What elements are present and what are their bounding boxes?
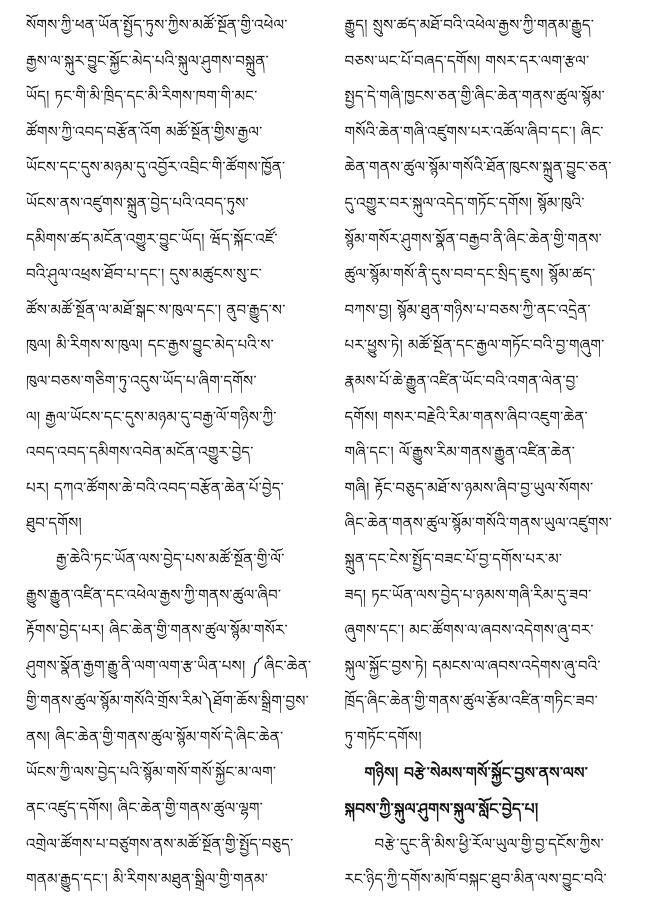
text-line: ཁྲོད་ཞིང་ཆེན་གྱི་གནས་ཚུལ་རྩོམ་འཛིན་གཏིང་ཟབ་ (344, 692, 598, 711)
text-line: འབད་འབད་དམིགས་འབེན་མངོན་འགྱུར་བྱེད་ (26, 443, 254, 462)
text-line: ཡོངས་ནས་འཛུགས་སྐྲུན་བྱེད་པའི་འབད་ཏུས་ (26, 193, 249, 212)
text-line: གཞི་དང་། ལོ་རྒྱུས་རིམ་གནས་རྒྱུན་འཛིན་ཆེན་ (344, 443, 576, 462)
text-line: ལ། རྒྱལ་ཡོངས་དང་དུས་མཉམ་དུ་བརྒྱ་ལོ་གཉིས་ཀྱི་ (26, 407, 277, 426)
text-line: པར། དཀའ་ཚོགས་ཆེ་བའི་འབད་བརྩོན་ཆེན་པོ་བྱེད་ (26, 478, 284, 497)
text-line: སྐྲུན་དང་ངེས་སྤྱོད་བཟང་པོ་བྱ་དགོས་པར་མ་ (344, 549, 563, 568)
text-line: ཁུལ། མི་རིགས་ས་ཁུལ། དང་རྒྱས་བྱུང་མེད་པའི་ས་ (26, 336, 274, 355)
text-line: སོགས་ཀྱི་ཕན་ཡོན་སྤྱོད་ཏུས་ཀྱིས་མཚོ་སྔོན་གྱི་འཕེལ་ (26, 16, 288, 34)
section-heading-line: གཉིས། བརྩེ་སེམས་གསོ་སྐྱོང་བྱས་ནས་ལས་ (364, 763, 589, 783)
section-heading-line: སྐབས་ཀྱི་སྐུལ་ཤུགས་སྐུལ་སློང་བྱེད་པ། (344, 799, 539, 819)
text-line: གཞི། རྟོང་བཅུད་མཐོ་ས་ཉམས་ཞིབ་བྱ་ཡུལ་སོགས་ (344, 478, 594, 497)
text-line: ཆེན་གནས་ཚུལ་སྙོམ་གསོའི་ཐོན་ཁུངས་སྐྲུན་བྱུང་ཅན་ (344, 158, 612, 177)
text-line: ཡོངས་དང་དུས་མཉམ་དུ་འབྱོར་འབྲིང་གི་ཚོགས་ཁྱོན་ (26, 158, 286, 177)
text-line: དམིགས་ཚད་མངོན་འགྱུར་བྱུང་ཡོད། ཝོད་སྐོང་འཛོ་ (26, 229, 278, 248)
text-line: ཚུལ་སྙོམ་གསོ་ནི་དུས་བབ་དང་སྲིད་ཇུས། སྙོམ་ཚད་ (344, 265, 596, 284)
text-line: ཡོད། ཏང་གི་མི་ཁྲིད་དང་མི་རིགས་ཁག་གི་མང་ (26, 87, 258, 106)
left-text-column (26, 8, 319, 889)
text-line: པར་ཕྱུས་ཏེ། མཚོ་སྔོན་དང་རྒྱལ་གཏོང་བའི་བྱ་གཞུག་ (344, 336, 605, 355)
text-line: ནས། ཞིང་ཆེན་གྱི་གནས་ཚུལ་སྙོམ་གསོ་དེ་ཞིང་ཆེན་ (26, 727, 284, 746)
text-line: རང་ཉིད་ཀྱི་དགོས་མཁོ་བསྐང་ཐུབ་མིན་ལས་བྱུང་བའི་ (344, 870, 607, 889)
text-line: ཞུགས་དང་། མང་ཚོགས་ལ་ཞབས་འདེགས་ཞུ་བར་ (344, 621, 594, 640)
text-line: སྐུལ་སྐྱོང་བྱས་ཏེ། དམངས་ལ་ཞབས་འདེགས་ཞུ་བའི་ (344, 656, 601, 675)
text-line: དུ་འགྱུར་བར་སྐུལ་འདེད་གཏོང་དགོས། སྙོམ་ཁུའི་ (344, 193, 585, 212)
text-line: ཡོངས་ཀྱི་ལས་བྱེད་པའི་སྙོམ་གསོ་གསོ་སྐྱོང་མ་ལག་ (26, 763, 277, 782)
text-line: བཀས་བྱ། སྙོམ་ཐུན་གཉིས་པ་བཅས་ཀྱི་ནང་འདྲེན་ (344, 300, 591, 319)
text-line: བཅས་ཡང་པོ་བཞད་དགོས། གསར་དར་ལག་རྩལ་ (344, 51, 590, 70)
text-line: རྒྱ་ཆེའི་ཏང་ཡོན་ལས་བྱེད་པས་མཚོ་སྔོན་གྱི་ལོ་ (56, 549, 285, 568)
text-line: ཤུགས་སྣོན་རྒྱག་རྒྱུ་ནི་ལག་ལག་རྩ་ཡིན་པས། ༼ཞིང་ཆེན་ (26, 656, 312, 675)
text-line: ཐུབ་དགོས། (26, 514, 82, 533)
right-text-column (344, 8, 638, 889)
text-line: ཞིང་ཆེན་གནས་ཚུལ་སྙོམ་གསོའི་གནས་ཡུལ་འཛུགས་ (344, 514, 613, 533)
text-line: རྒྱུད། སྲུས་ཚད་མཐོ་བའི་འཕེལ་རྒྱས་ཀྱི་གནམ་རྒྱུད་ (344, 16, 595, 34)
text-line: གསོའི་ཆེན་གཞི་འཛུགས་པར་འཚོལ་ཞིབ་དང་། ཞིང་ (344, 122, 604, 141)
text-line: རྒྱུས་རྒྱུན་འཛིན་དང་འཕེལ་རྒྱས་ཀྱི་གནས་ཚུལ་ཞིབ་ (26, 585, 282, 604)
text-line: རྣམས་པོ་ཆེ་རྒྱུན་འཛིན་ཡོང་བའི་འགན་ལེན་བྱ་ (344, 371, 579, 390)
text-line: དགོས། གསར་བརྗེའི་རིམ་གནས་ཞིབ་འཇུག་ཆེན་ (344, 407, 588, 426)
text-line: སྙོམ་གསོར་ཤུགས་སྣོན་བརྒྱབ་ནི་ཞིང་ཆེན་གྱི་གནས་ (344, 229, 603, 248)
text-line: བའི་ཤུལ་འཕྲས་ཐོབ་པ་དང་། དུས་མཚུངས་སུ་ང་ (26, 265, 263, 284)
text-line: གནམ་རྒྱུད་དང་། མི་རིགས་མཐུན་སྒྲིལ་གྱི་གནམ་ (26, 870, 269, 889)
text-line: འགྲེལ་ཚོགས་པ་བཙུགས་ནས་མཚོ་སྔོན་གྱི་སྤྱོད་བཅུད་ (26, 834, 294, 853)
text-line: རྟོགས་བྱེད་པར། ཞིང་ཆེན་གྱི་གནས་ཚུལ་སྙོམ་གསོར་ (26, 621, 288, 640)
text-line: ཏུ་གཏོང་དགོས། (344, 727, 422, 746)
text-line: ཚོགས་ཀྱི་འབད་བརྩོན་འོག མཚོ་སྔོན་གྱིས་རྒྱལ་ (26, 122, 263, 141)
text-line: ཚོས་མཚོ་སྔོན་ལ་མཐོ་སྒང་ས་ཁུལ་དང་། ནུབ་རྒྱུད་ས་ (26, 300, 286, 319)
text-line: སྤྱད་དེ་གཞི་ཁྱངས་ཅན་གྱི་ཞིང་ཆེན་གནས་ཚུལ་སྙོམ་ (344, 87, 605, 106)
text-line: ཟད། ཏང་ཡོན་ལས་བྱེད་པ་ཉམས་གཞི་རིམ་དུ་ཟབ་ (344, 585, 592, 604)
text-line: གྱི་གནས་ཚུལ་སྙོམ་གསོའི་གྲོས་རིམ༽ཐོག་ཆོས་སྒྲིག་བྱས་ (26, 692, 309, 711)
text-line: རྒྱས་ལ་སྐུར་བྱུང་སྐྱོང་མེད་པའི་སྐུལ་ཤུགས་བསྐྲུན་ (26, 51, 269, 70)
text-line: ནང་འཛུད་དགོས། ཞིང་ཆེན་གྱི་གནས་ཚུལ་ལྷག་ (26, 799, 263, 818)
text-line: བརྩེ་དུང་ནི་མིས་ཕྱི་རོལ་ཡུལ་གྱི་བྱ་དངོས་ཀྱིས་ (374, 834, 604, 853)
text-line: ཁུལ་བཅས་གཅིག་ཏུ་འདུས་ཡོད་པ་ཞིག་དགོས་ (26, 371, 257, 390)
